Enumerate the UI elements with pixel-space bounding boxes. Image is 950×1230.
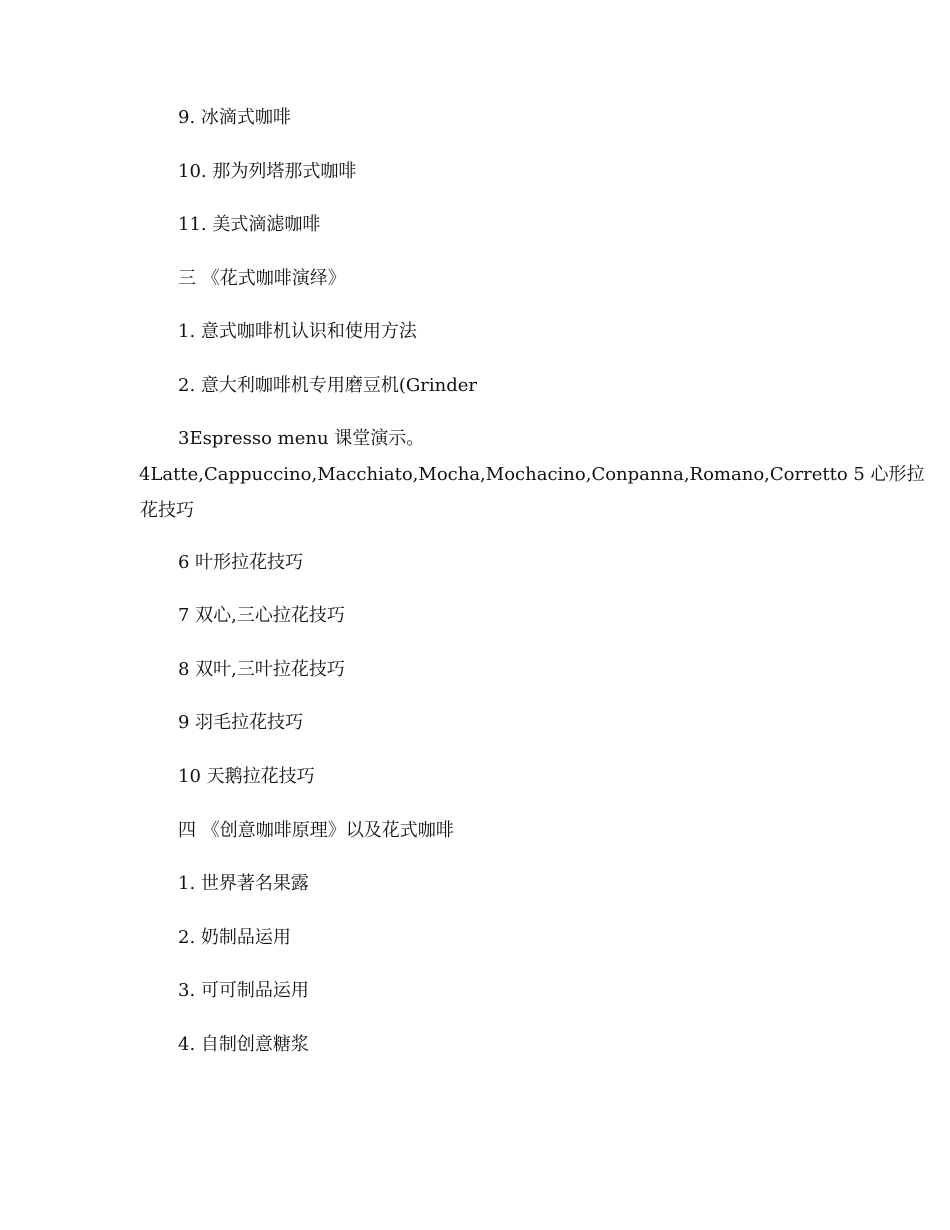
paragraph-line-continuation: 花技巧 <box>140 500 194 521</box>
section-heading-fancy-coffee: 三 《花式咖啡演绎》 <box>178 268 346 289</box>
list-item-double-triple-leaf: 8 双叶,三叶拉花技巧 <box>178 659 345 680</box>
list-item-espresso-machine-usage: 1. 意式咖啡机认识和使用方法 <box>178 321 417 342</box>
list-item-napoletana-coffee: 10. 那为列塔那式咖啡 <box>178 161 357 182</box>
paragraph-line-espresso-menu: 3Espresso menu 课堂演示。 <box>178 428 425 449</box>
list-item-cold-drip-coffee: 9. 冰滴式咖啡 <box>178 107 291 128</box>
list-item-homemade-syrup: 4. 自制创意糖浆 <box>178 1034 309 1055</box>
list-item-syrups: 1. 世界著名果露 <box>178 873 309 894</box>
paragraph-line-drink-list: 4Latte,Cappuccino,Macchiato,Mocha,Mochacino,Conpanna,Romano,Corretto 5 心形拉 <box>139 464 925 485</box>
list-item-double-triple-heart: 7 双心,三心拉花技巧 <box>178 605 345 626</box>
list-item-feather-latte-art: 9 羽毛拉花技巧 <box>178 712 304 733</box>
list-item-grinder: 2. 意大利咖啡机专用磨豆机(Grinder <box>178 375 478 396</box>
section-heading-creative-coffee: 四 《创意咖啡原理》以及花式咖啡 <box>178 820 454 841</box>
list-item-dairy-products: 2. 奶制品运用 <box>178 927 291 948</box>
list-item-american-drip-coffee: 11. 美式滴滤咖啡 <box>178 214 321 235</box>
espresso-menu-paragraph <box>139 421 925 529</box>
list-item-swan-latte-art: 10 天鹅拉花技巧 <box>178 766 315 787</box>
list-item-cocoa-products: 3. 可可制品运用 <box>178 980 309 1001</box>
list-item-leaf-latte-art: 6 叶形拉花技巧 <box>178 552 304 573</box>
